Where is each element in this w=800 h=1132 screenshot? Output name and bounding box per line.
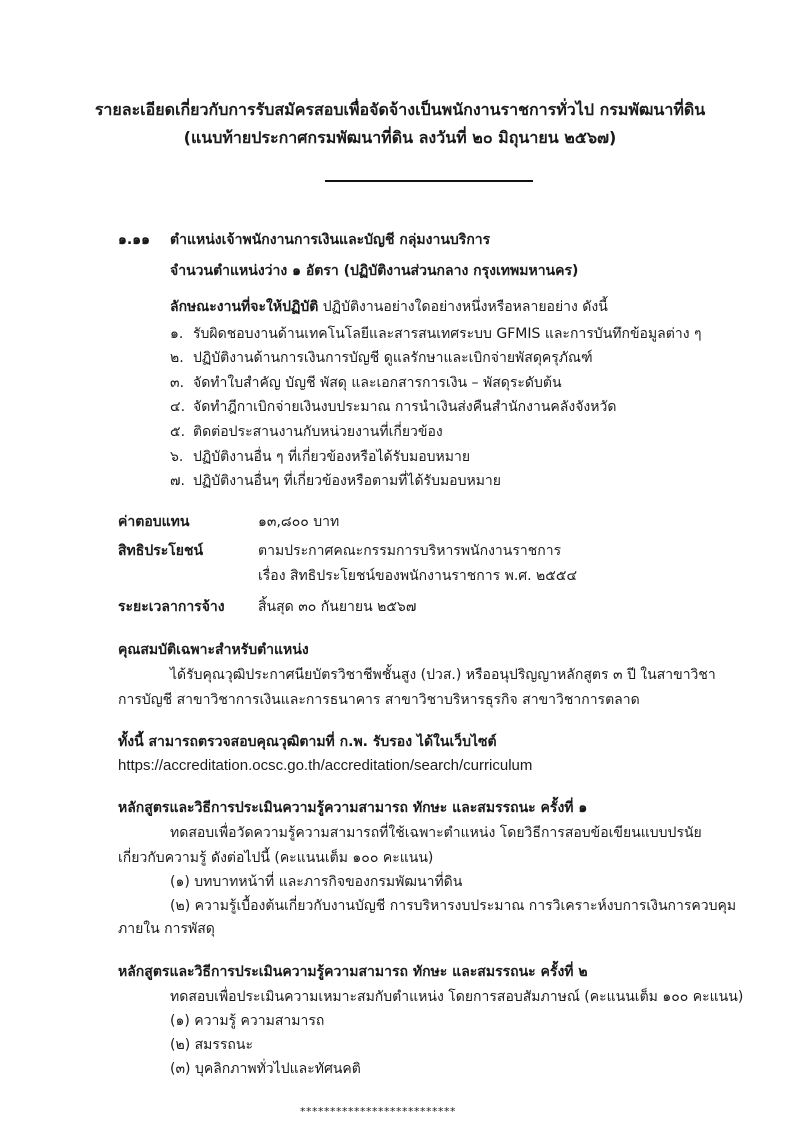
verify-url: https://accreditation.ocsc.go.th/accreditation/search/curriculum — [118, 757, 533, 774]
assessment1-item2-cont: ภายใน การพัสดุ — [118, 921, 215, 937]
duty-item-number: ๕. — [170, 424, 186, 440]
duty-item-number: ๒. — [170, 350, 184, 366]
benefits-label: สิทธิประโยชน์ — [118, 543, 204, 559]
vacancy-info: จำนวนตำแหน่งว่าง ๑ อัตรา (ปฏิบัติงานส่วนกลาง กรุงเทพมหานคร) — [170, 263, 579, 279]
period-value: สิ้นสุด ๓๐ กันยายน ๒๕๖๗ — [258, 599, 417, 615]
assessment2-item2: (๒) สมรรถนะ — [170, 1037, 253, 1053]
duty-item-text: รับผิดชอบงานด้านเทคโนโลยีและสารสนเทศระบบ GFMIS และการบันทึกข้อมูลต่าง ๆ — [193, 326, 702, 342]
qualifications-heading: คุณสมบัติเฉพาะสำหรับตำแหน่ง — [118, 642, 309, 658]
duty-item-text: ปฏิบัติงานอื่นๆ ที่เกี่ยวข้องหรือตามที่ได้รับมอบหมาย — [193, 473, 501, 489]
duty-item-text: จัดทำใบสำคัญ บัญชี พัสดุ และเอกสารการเงิน – พัสดุระดับต้น — [193, 375, 562, 391]
document-title: รายละเอียดเกี่ยวกับการรับสมัครสอบเพื่อจัดจ้างเป็นพนักงานราชการทั่วไป กรมพัฒนาที่ดิน — [94, 100, 706, 119]
benefits-line1: ตามประกาศคณะกรรมการบริหารพนักงานราชการ — [258, 543, 562, 559]
assessment1-heading: หลักสูตรและวิธีการประเมินความรู้ความสามารถ ทักษะ และสมรรถนะ ครั้งที่ ๑ — [118, 800, 588, 816]
document-subtitle: (แนบท้ายประกาศกรมพัฒนาที่ดิน ลงวันที่ ๒๐ มิถุนายน ๒๕๖๗) — [183, 128, 617, 147]
duties-intro-line — [170, 297, 608, 317]
qualifications-line2: การบัญชี สาขาวิชาการเงินและการธนาคาร สาขาวิชาบริหารธุรกิจ สาขาวิชาการตลาด — [118, 692, 640, 708]
duty-item-number: ๑. — [170, 326, 184, 342]
end-divider: ************************** — [300, 1105, 456, 1118]
duty-item-number: ๗. — [170, 473, 185, 489]
position-title: ตำแหน่งเจ้าพนักงานการเงินและบัญชี กลุ่มงานบริการ — [170, 232, 491, 248]
assessment2-item1: (๑) ความรู้ ความสามารถ — [170, 1013, 325, 1029]
benefits-line2: เรื่อง สิทธิประโยชน์ของพนักงานราชการ พ.ศ. ๒๕๕๔ — [258, 568, 578, 584]
duties-label: ลักษณะงานที่จะให้ปฏิบัติ — [170, 299, 319, 315]
duties-intro: ปฏิบัติงานอย่างใดอย่างหนึ่งหรือหลายอย่าง ดังนี้ — [322, 299, 608, 315]
duty-item-number: ๓. — [170, 375, 185, 391]
period-label: ระยะเวลาการจ้าง — [118, 599, 225, 615]
verify-note: ทั้งนี้ สามารถตรวจสอบคุณวุฒิตามที่ ก.พ. รับรอง ได้ในเว็บไซต์ — [118, 734, 497, 750]
qualifications-line1: ได้รับคุณวุฒิประกาศนียบัตรวิชาชีพชั้นสูง (ปวส.) หรืออนุปริญญาหลักสูตร ๓ ปี ในสาขาวิชา — [170, 667, 716, 683]
assessment2-heading: หลักสูตรและวิธีการประเมินความรู้ความสามารถ ทักษะ และสมรรถนะ ครั้งที่ ๒ — [118, 964, 588, 980]
salary-value: ๑๓,๘๐๐ บาท — [258, 514, 340, 530]
assessment2-line1: ทดสอบเพื่อประเมินความเหมาะสมกับตำแหน่ง โดยการสอบสัมภาษณ์ (คะแนนเต็ม ๑๐๐ คะแนน) — [170, 989, 744, 1005]
duty-item-text: ปฏิบัติงานอื่น ๆ ที่เกี่ยวข้องหรือได้รับมอบหมาย — [193, 449, 471, 465]
assessment1-item2: (๒) ความรู้เบื้องต้นเกี่ยวกับงานบัญชี การบริหารงบประมาณ การวิเคราะห์งบการเงินการควบคุม — [170, 898, 737, 914]
duty-item-number: ๖. — [170, 449, 184, 465]
assessment1-line1: ทดสอบเพื่อวัดความรู้ความสามารถที่ใช้เฉพาะตำแหน่ง โดยวิธีการสอบข้อเขียนแบบปรนัย — [170, 825, 702, 841]
duty-item-text: ปฏิบัติงานด้านการเงินการบัญชี ดูแลรักษาและเบิกจ่ายพัสดุครุภัณฑ์ — [193, 350, 593, 366]
duty-item-number: ๔. — [170, 399, 186, 415]
title-divider — [325, 180, 533, 182]
duty-item-text: ติดต่อประสานงานกับหน่วยงานที่เกี่ยวข้อง — [193, 424, 443, 440]
assessment1-item1: (๑) บทบาทหน้าที่ และภารกิจของกรมพัฒนาที่ดิน — [170, 874, 463, 890]
assessment1-line2: เกี่ยวกับความรู้ ดังต่อไปนี้ (คะแนนเต็ม ๑๐๐ คะแนน) — [118, 850, 434, 866]
assessment2-item3: (๓) บุคลิกภาพทั่วไปและทัศนคติ — [170, 1061, 361, 1077]
position-number: ๑.๑๑ — [118, 232, 150, 248]
salary-label: ค่าตอบแทน — [118, 514, 190, 530]
duty-item-text: จัดทำฎีกาเบิกจ่ายเงินงบประมาณ การนำเงินส่งคืนสำนักงานคลังจังหวัด — [193, 399, 617, 415]
